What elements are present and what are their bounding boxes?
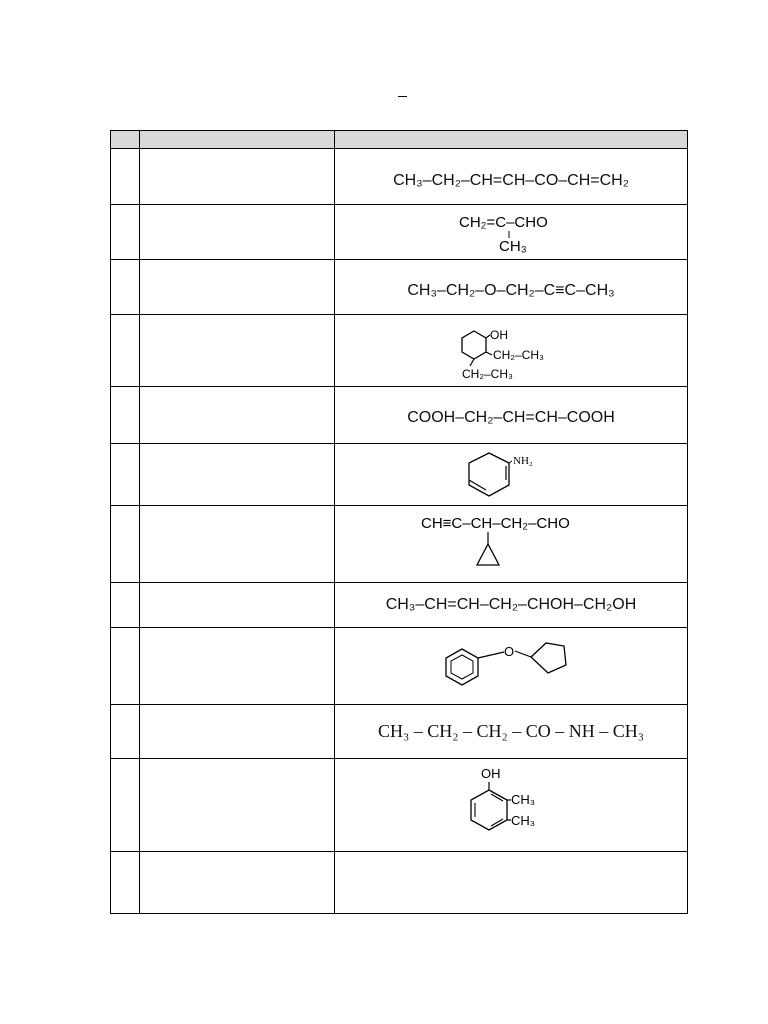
name-cell[interactable]	[140, 205, 335, 260]
formula-cell	[335, 149, 688, 205]
bond-line	[486, 352, 492, 355]
cyclohexane-ring	[462, 331, 486, 359]
table-row	[111, 705, 688, 759]
table-row	[111, 260, 688, 315]
name-cell[interactable]	[140, 852, 335, 914]
index-cell	[111, 205, 140, 260]
formula-text: COOH–CH₂–CH=CH–COOH	[407, 409, 615, 426]
methacrolein-structure	[441, 207, 581, 257]
index-cell	[111, 705, 140, 759]
name-cell[interactable]	[140, 315, 335, 387]
methyl-label: CH₃	[511, 813, 536, 828]
name-cell[interactable]	[140, 506, 335, 583]
structure-cell	[335, 315, 688, 387]
name-cell[interactable]	[140, 705, 335, 759]
formula-cell	[335, 260, 688, 315]
name-cell[interactable]	[140, 260, 335, 315]
formula-text: CH₃–CH₂–O–CH₂–C≡C–CH₃	[407, 282, 615, 299]
bond-line	[478, 652, 504, 658]
header-mark	[398, 96, 407, 97]
double-bond	[469, 480, 486, 490]
formula-cell	[335, 705, 688, 759]
table-row	[111, 149, 688, 205]
ethyl-label: CH₂–CH₃	[462, 366, 513, 381]
hydroxyl-label: OH	[481, 766, 501, 781]
index-cell	[111, 628, 140, 705]
index-cell	[111, 315, 140, 387]
structure-cell	[335, 205, 688, 260]
name-cell[interactable]	[140, 387, 335, 444]
formula-cell	[335, 852, 688, 914]
diethylcyclohexanol-structure	[446, 317, 576, 385]
index-cell	[111, 260, 140, 315]
cyclopentane-ring	[531, 643, 566, 673]
index-cell	[111, 852, 140, 914]
formula-text: CH₂=C–CHO	[459, 214, 548, 231]
methyl-label: CH₃	[511, 792, 536, 807]
table-header-row	[111, 131, 688, 149]
ring	[469, 453, 509, 496]
branch-text: CH₃	[499, 238, 527, 255]
cyclohexenylamine-structure	[456, 447, 566, 503]
header-cell-index	[111, 131, 140, 149]
table-row	[111, 315, 688, 387]
table-row	[111, 759, 688, 852]
name-cell[interactable]	[140, 759, 335, 852]
dimethylphenol-structure	[451, 762, 571, 848]
bond-line	[470, 359, 474, 366]
formula-text: CH₃ – CH₂ – CH₂ – CO – NH – CH₃	[377, 721, 645, 741]
benzene-ring	[471, 790, 507, 830]
name-cell[interactable]	[140, 583, 335, 628]
structure-cell	[335, 628, 688, 705]
name-cell[interactable]	[140, 149, 335, 205]
name-cell[interactable]	[140, 444, 335, 506]
header-cell-structure	[335, 131, 688, 149]
structure-cell	[335, 759, 688, 852]
structure-cell	[335, 506, 688, 583]
index-cell	[111, 759, 140, 852]
header-cell-name	[140, 131, 335, 149]
table-row	[111, 628, 688, 705]
index-cell	[111, 387, 140, 444]
cyclopropane-ring	[477, 544, 499, 565]
aromatic-inner-ring	[451, 655, 473, 679]
table-row	[111, 205, 688, 260]
structure-cell	[335, 444, 688, 506]
formula-text: CH₃–CH=CH–CH₂–CHOH–CH₂OH	[385, 596, 637, 613]
index-cell	[111, 444, 140, 506]
name-cell[interactable]	[140, 628, 335, 705]
table-row	[111, 444, 688, 506]
table-row	[111, 506, 688, 583]
table-row	[111, 387, 688, 444]
hydroxyl-label: OH	[490, 327, 508, 342]
oxygen-label: O	[504, 644, 515, 659]
cyclopentyl-phenyl-ether-structure	[436, 633, 586, 699]
formula-cell	[335, 387, 688, 444]
formula-cell	[335, 583, 688, 628]
index-cell	[111, 583, 140, 628]
bond-line	[515, 651, 531, 657]
index-cell	[111, 149, 140, 205]
cyclopropyl-aldehyde-structure	[411, 508, 611, 580]
ethyl-label: CH₂–CH₃	[493, 347, 544, 362]
table-row	[111, 583, 688, 628]
bond-line	[509, 461, 512, 463]
table-row	[111, 852, 688, 914]
compounds-table	[110, 130, 688, 914]
formula-text: CH₃–CH₂–CH=CH–CO–CH=CH₂	[393, 171, 629, 189]
formula-text: CH≡C–CH–CH₂–CHO	[421, 515, 570, 532]
amine-label: NH₂	[513, 454, 533, 467]
index-cell	[111, 506, 140, 583]
